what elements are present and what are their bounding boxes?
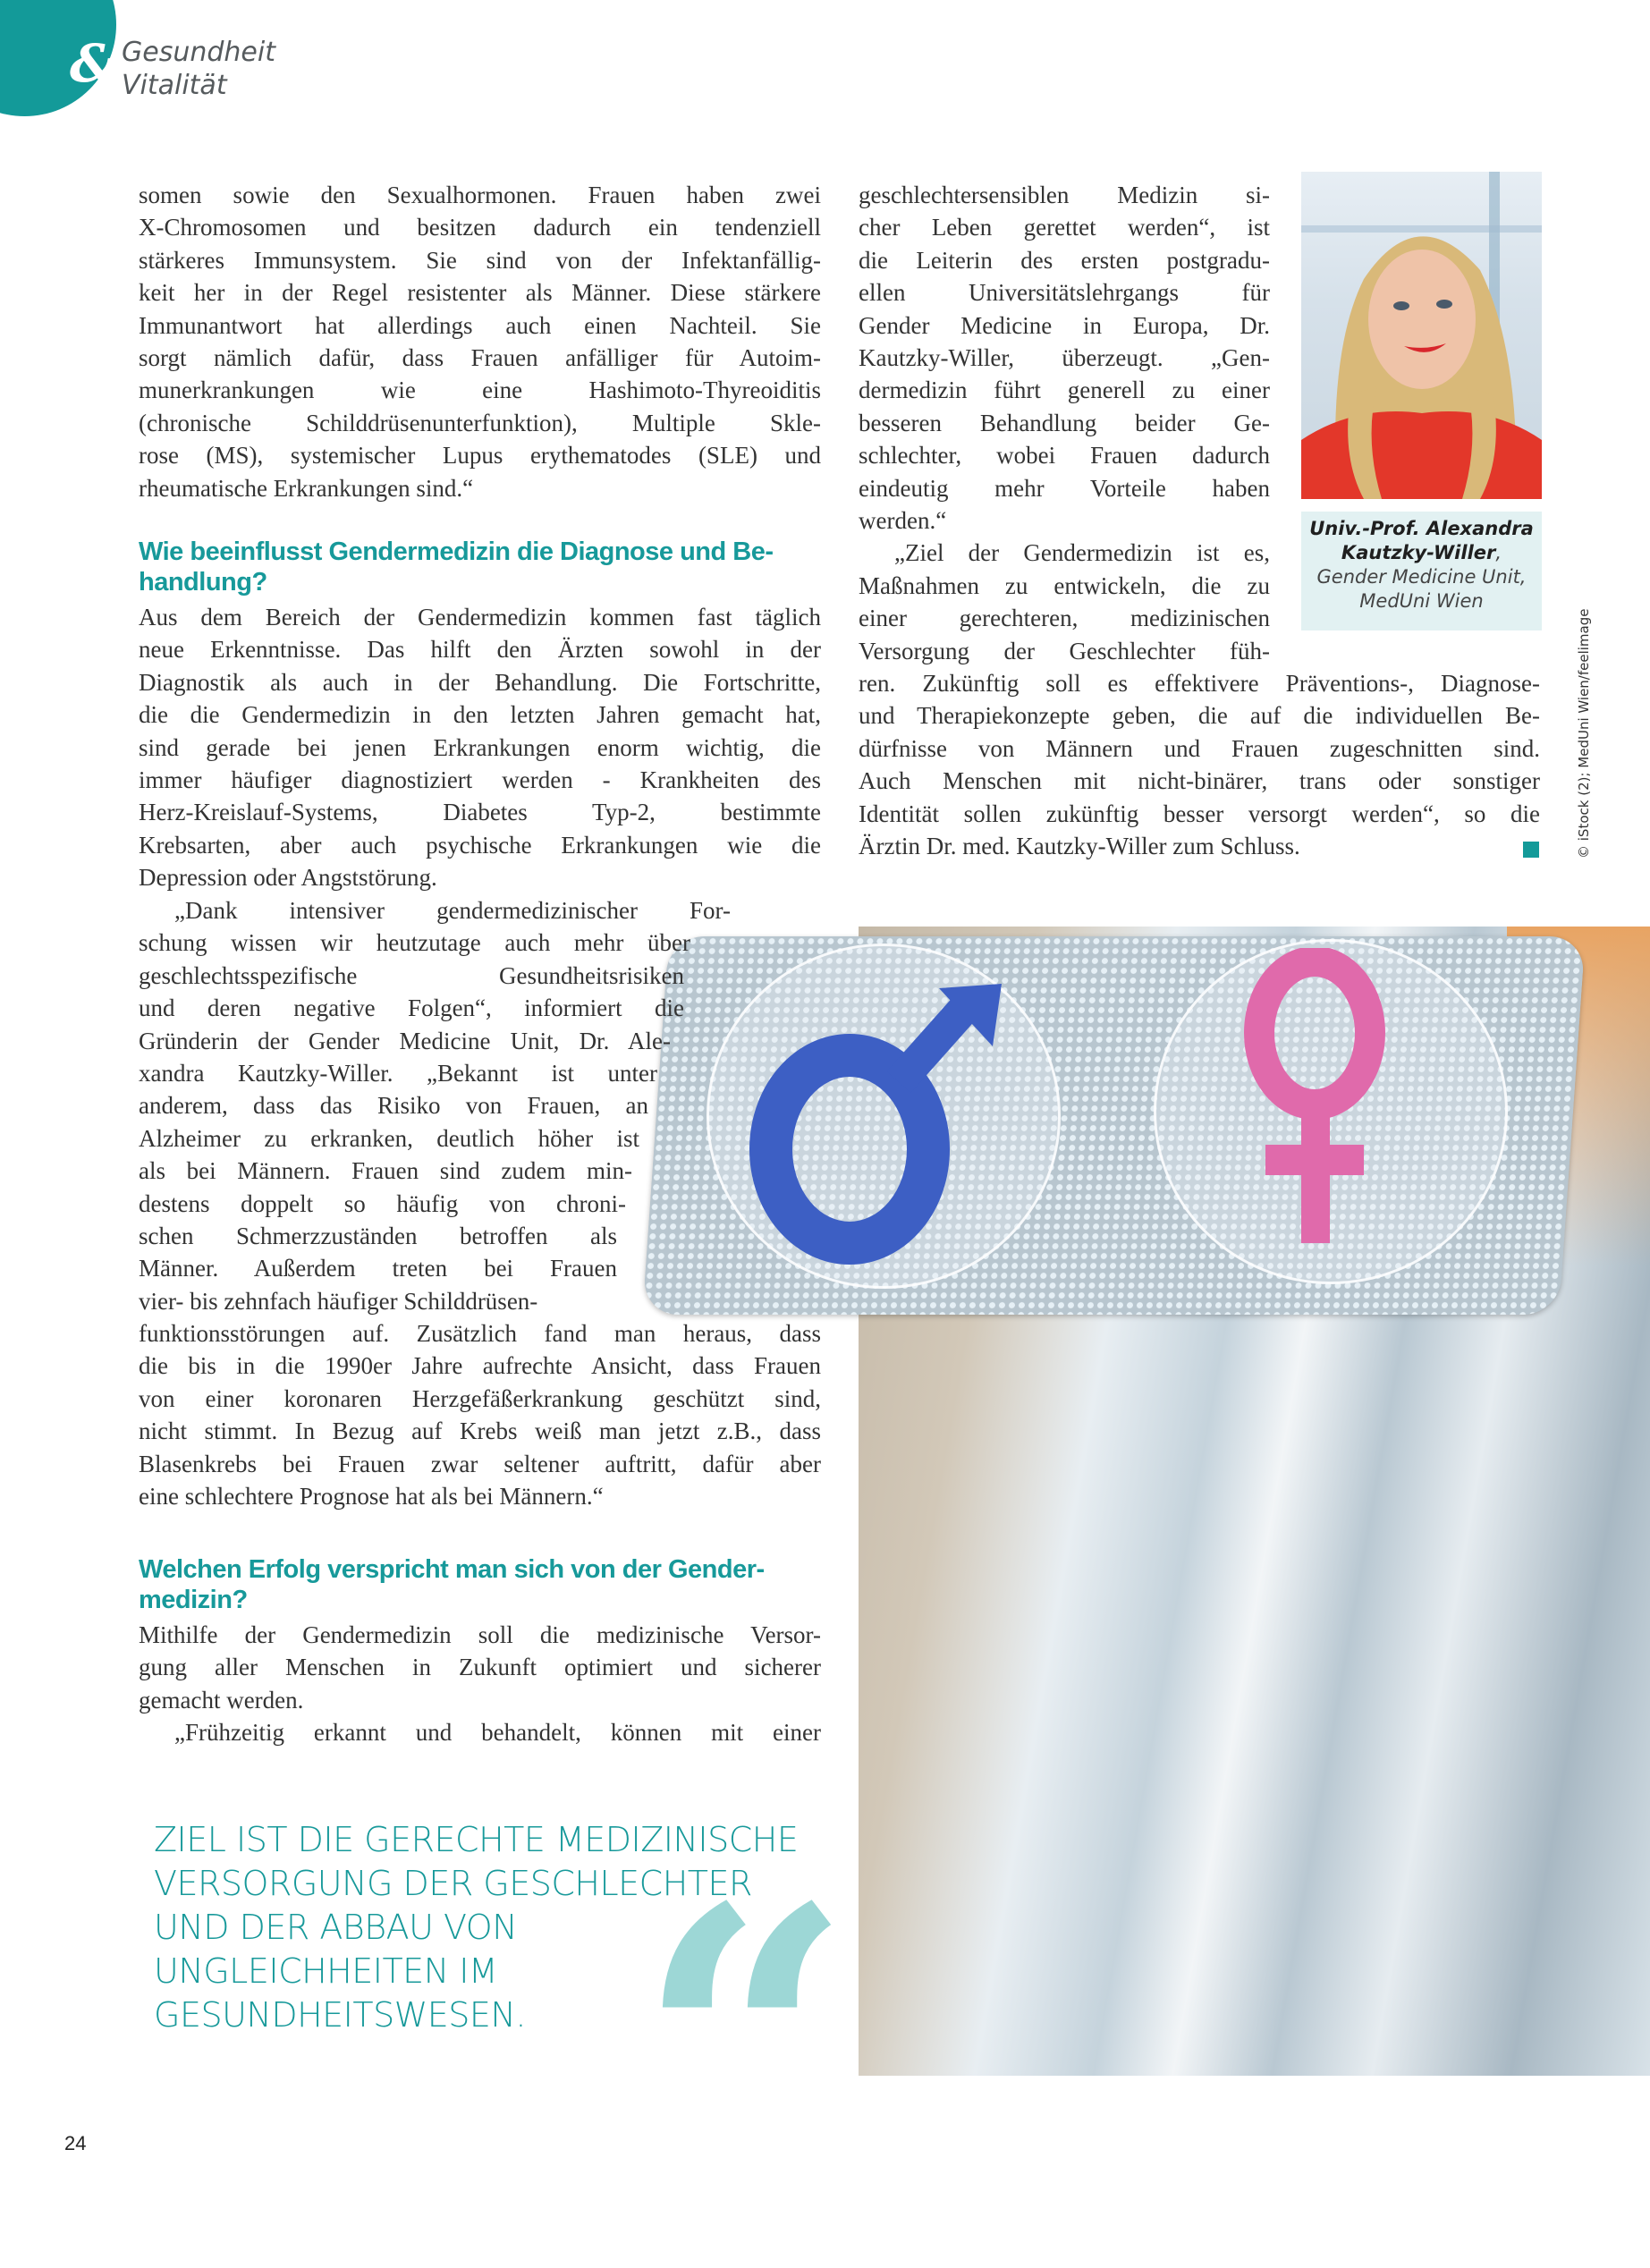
text-line: xandra Kautzky-Willer. „Bekannt ist unter [139,1060,657,1087]
right-column-wide [859,667,1540,862]
section-title [122,36,275,102]
text-line: „Ziel der Gendermedizin ist es, [894,539,1270,567]
text-line: Maßnahmen zu entwickeln, die zu [859,571,1270,599]
pull-quote-line: GESUNDHEITSWESEN. [154,1995,526,2035]
section-diagnose-body [139,601,821,894]
text-line: nicht stimmt. In Bezug auf Krebs weiß man jetzt z.B., dass [139,1418,821,1445]
right-column-narrow [859,179,1270,667]
text-line: rose (MS), systemischer Lupus erythematodes (SLE) und [139,442,821,470]
text-line: Immunantwort hat allerdings auch einen Nachteil. Sie [139,311,821,339]
text-line: Herz-Kreislauf-Systems, Diabetes Typ-2, bestimmte [139,799,821,826]
text-line: „Dank intensiver gendermedizinischer For- [174,897,731,924]
caption-name-line1: Univ.-Prof. Alexandra [1309,518,1534,539]
text-line: rheumatische Erkrankungen sind.“ [139,474,474,502]
text-line: funktionsstörungen auf. Zusätzlich fand man heraus, dass [139,1320,821,1347]
text-line: Depression oder Angststörung. [139,864,437,892]
heading-diagnose [139,537,827,597]
male-symbol-icon [733,966,1037,1270]
portrait-caption [1301,512,1542,630]
caption-unit: Gender Medicine Unit, [1316,566,1527,588]
photo-credit: © iStock (2); MedUni Wien/feelimage [1576,608,1592,859]
text-line: Gender Medicine in Europa, Dr. [859,311,1270,339]
text-line: Diagnostik als auch in der Behandlung. Die Fortschritte, [139,668,821,696]
text-line: die Leiterin des ersten postgradu- [859,246,1270,274]
portrait-illustration [1301,172,1542,499]
text-line: die bis in die 1990er Jahre aufrechte Ansicht, dass Frauen [139,1352,821,1380]
caption-comma: , [1495,542,1502,563]
quotation-mark-icon: “ [637,1827,853,2268]
text-line: und Therapiekonzepte geben, die auf die individuellen Be- [859,702,1540,730]
text-line: als bei Männern. Frauen sind zudem min- [139,1157,632,1185]
text-line: schlechter, wobei Frauen dadurch [859,442,1270,470]
section-title-line2: Vitalität [122,70,227,101]
section-diagnose-quote-wide [139,1317,821,1512]
text-line: stärkeres Immunsystem. Sie sind von der Infektanfällig- [139,246,821,274]
text-line: Kautzky-Willer, überzeugt. „Gen- [859,344,1270,372]
text-line: Krebsarten, aber auch psychische Erkrankungen wie die [139,831,821,859]
section-erfolg-body [139,1619,821,1749]
text-line: (chronische Schilddrüsenunterfunktion), Multiple Skle- [139,409,821,436]
text-line: von einer koronaren Herzgefäßerkrankung geschützt sind, [139,1384,821,1412]
text-line: „Frühzeitig erkannt und behandelt, können mit einer [174,1719,821,1747]
section-diagnose-quote-narrow [139,894,731,1317]
pull-quote-line: ZIEL IST DIE GERECHTE MEDIZINISCHE [154,1820,799,1859]
heading-line: Welchen Erfolg verspricht man sich von der Gender- [139,1555,765,1584]
text-line: Männer. Außerdem treten bei Frauen [139,1255,617,1282]
text-line: dermedizin führt generell zu einer [859,377,1270,404]
page-number: 24 [64,2132,87,2154]
portrait-photo [1301,172,1542,499]
text-line: eine schlechtere Prognose hat als bei Männern.“ [139,1483,604,1511]
text-line: destens doppelt so häufig von chroni- [139,1189,626,1217]
text-line: dürfnisse von Männern und Frauen zugeschnitten sind. [859,734,1540,762]
text-line: Alzheimer zu erkranken, deutlich höher ist [139,1124,639,1152]
text-line: sorgt nämlich dafür, dass Frauen anfälliger für Autoim- [139,344,821,372]
text-line: Ärztin Dr. med. Kautzky-Willer zum Schluss. [859,833,1300,860]
text-line: somen sowie den Sexualhormonen. Frauen haben zwei [139,182,821,208]
left-column-intro [139,179,821,504]
text-line: Gründerin der Gender Medicine Unit, Dr. Ale- [139,1027,671,1054]
pull-quote-line: UND DER ABBAU VON [154,1908,518,1947]
text-line: ellen Universitätslehrgangs für [859,279,1270,307]
text-line: ren. Zukünftig soll es effektivere Präventions-, Diagnose- [859,670,1540,697]
text-line: X-Chromosomen und besitzen dadurch ein tendenziell [139,214,821,241]
text-line: munerkrankungen wie eine Hashimoto-Thyreoiditis [139,377,821,404]
caption-org: MedUni Wien [1359,590,1484,612]
text-line: geschlechtersensiblen Medizin si- [859,182,1270,208]
text-line: und deren negative Folgen“, informiert die [139,994,684,1022]
text-line: vier- bis zehnfach häufiger Schilddrüsen- [139,1287,538,1315]
text-line: gemacht werden. [139,1686,304,1714]
heading-line: Wie beeinflusst Gendermedizin die Diagnose und Be- [139,537,774,566]
text-line: schung wissen wir heutzutage auch mehr über [139,929,690,957]
section-title-line1: Gesundheit [122,37,275,68]
heading-line: medizin? [139,1586,248,1614]
text-line: cher Leben gerettet werden“, ist [859,214,1270,241]
pull-quote-line: VERSORGUNG DER GESCHLECHTER [154,1864,752,1903]
text-line: werden.“ [859,507,947,535]
text-line: immer häufiger diagnostiziert werden - Krankheiten des [139,766,821,794]
heading-erfolg [139,1554,827,1615]
text-line: eindeutig mehr Vorteile haben [859,474,1270,502]
article-end-mark [1523,842,1539,858]
text-line: Versorgung der Geschlechter füh- [859,637,1270,664]
text-line: neue Erkenntnisse. Das hilft den Ärzten sowohl in der [139,636,821,664]
pull-quote-line: UNGLEICHHEITEN IM [154,1951,498,1991]
heading-line: handlung? [139,568,267,597]
female-symbol-icon [1216,948,1413,1270]
text-line: Aus dem Bereich der Gendermedizin kommen fast täglich [139,604,821,630]
text-line: geschlechtsspezifische Gesundheitsrisiken [139,961,684,989]
text-line: die die Gendermedizin in den letzten Jahren gemacht hat, [139,701,821,729]
text-line: sind gerade bei jenen Erkrankungen enorm wichtig, die [139,733,821,761]
text-line: gung aller Menschen in Zukunft optimiert und sicherer [139,1654,821,1681]
text-line: Identität sollen zukünftig besser versorgt werden“, so die [859,800,1540,827]
text-line: schen Schmerzzuständen betroffen als [139,1223,617,1250]
text-line: keit her in der Regel resistenter als Männer. Diese stärkere [139,279,821,307]
text-line: einer gerechteren, medizinischen [859,605,1270,632]
text-line: Auch Menschen mit nicht-binärer, trans oder sonstiger [859,767,1540,795]
caption-name-line2: Kautzky-Willer [1341,542,1496,563]
text-line: besseren Behandlung beider Ge- [859,409,1270,436]
text-line: Blasenkrebs bei Frauen zwar seltener auftritt, dafür aber [139,1450,821,1477]
text-line: Mithilfe der Gendermedizin soll die medizinische Versor- [139,1621,821,1648]
text-line: anderem, dass das Risiko von Frauen, an [139,1092,648,1120]
logo-ampersand: & [70,33,117,94]
